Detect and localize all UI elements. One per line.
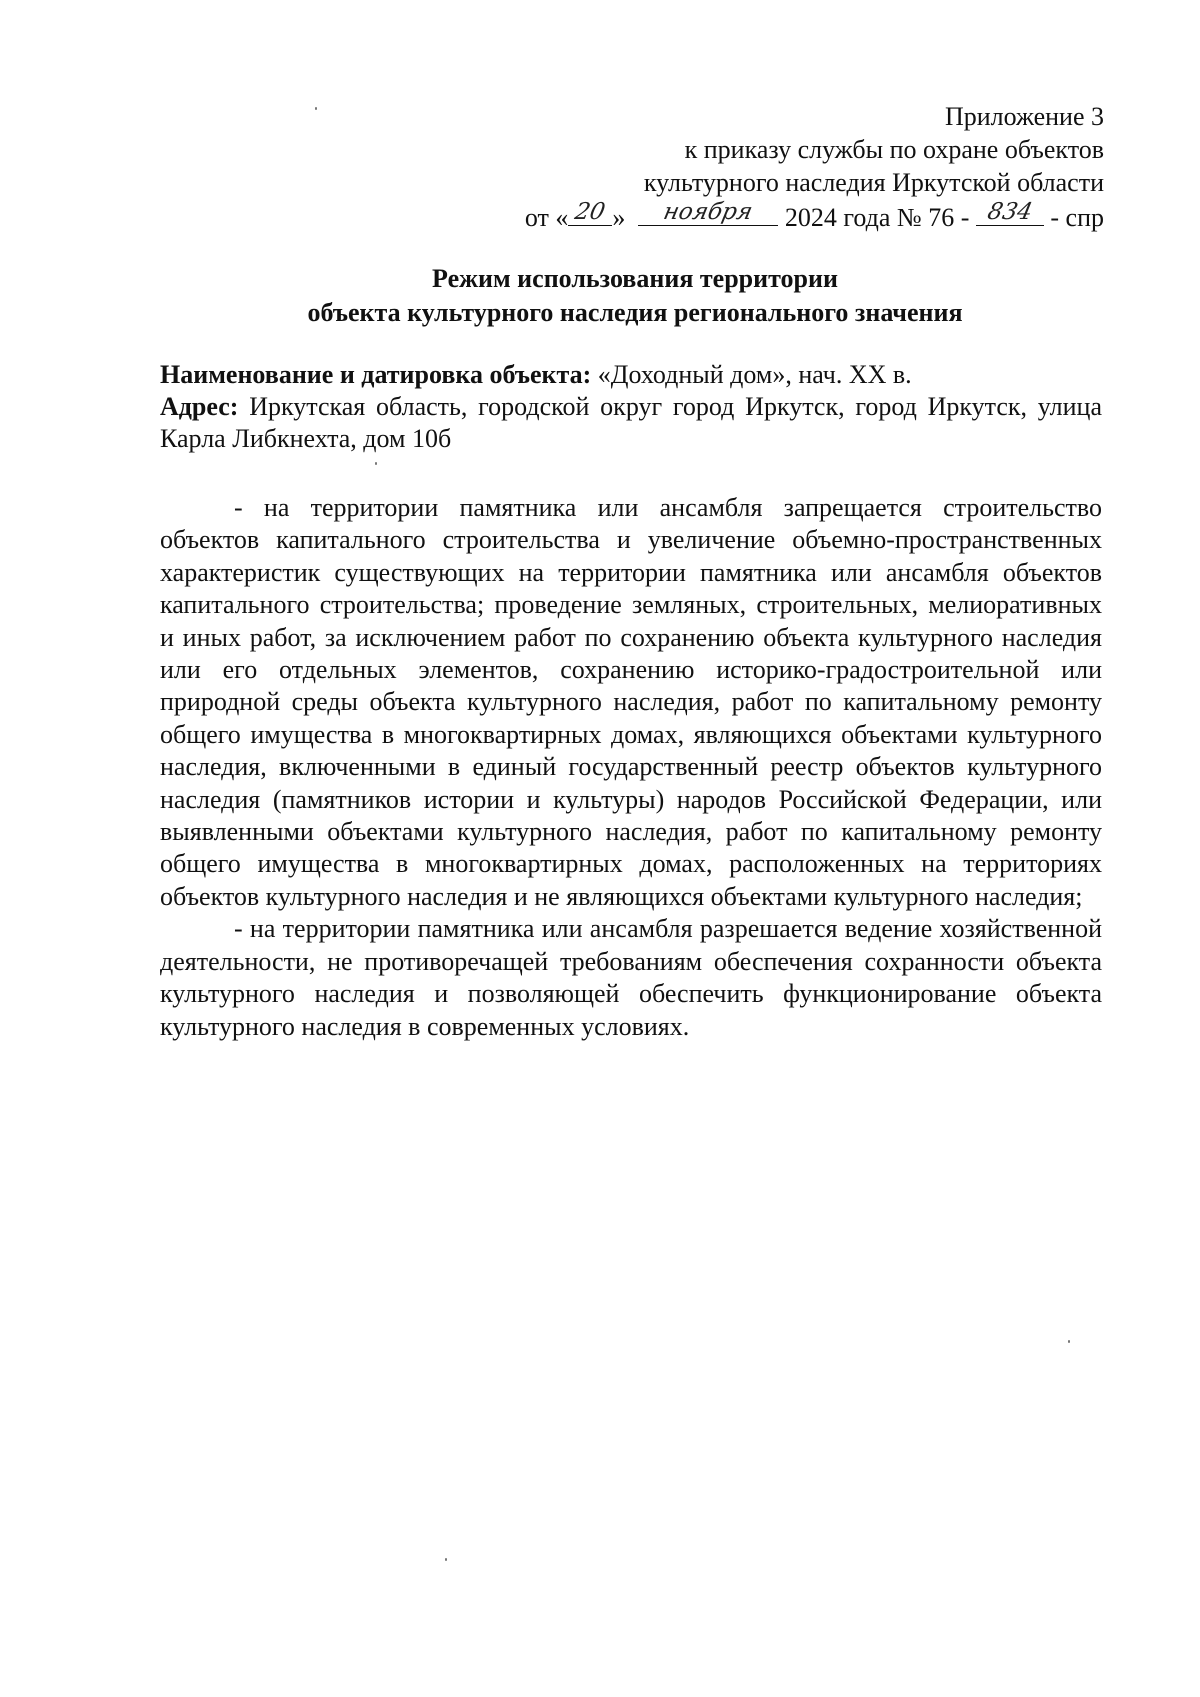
date-quote-close: » (612, 203, 626, 232)
object-name-value: «Доходный дом», нач. XX в. (597, 360, 912, 389)
paragraph-prohibitions: - на территории памятника или ансамбля запрещается строительство объектов капитального строительства и увеличение объемно-пространственных характеристик существующих на территории памятника или ансамбля объектов капитального строительства; проведение земляных, строительных, мелиоративных и иных работ, за исключением работ по сохранению объекта культурного наследия или его отдельных элементов, сохранению историко-градостроительной или природной среды объекта культурного наследия, работ по капитальному ремонту общего имущества в многоквартирных домах, являющихся объектами культурного наследия, включенными в единый государственный реестр объектов культурного наследия (памятников истории и культуры) народов Российской Федерации, или выявленными объектами культурного наследия, работ по капитальному ремонту общего имущества в многоквартирных домах, расположенных на территориях объектов культурного наследия и не являющихся объектами культурного наследия; (160, 493, 1102, 911)
date-day-handwritten: 20 (572, 199, 608, 225)
date-day-blank (568, 199, 612, 226)
paragraph-permissions: - на территории памятника или ансамбля разрешается ведение хозяйственной деятельности, не противоречащей требованиям обеспечения сохранности объекта культурного наследия и позволяющей обеспечить функционирование объекта культурного наследия в современных условиях. (160, 914, 1102, 1041)
object-address-row (160, 391, 1102, 455)
document-title (0, 262, 1200, 330)
appendix-authority: культурного наследия Иркутской области (643, 168, 1104, 197)
order-suffix: - спр (1050, 203, 1104, 232)
object-address-value: Иркутская область, городской округ город Иркутск, город Иркутск, улица Карла Либкнехта, дом 10б (160, 392, 1102, 453)
regime-text (160, 492, 1102, 1043)
date-year-text: 2024 года № 76 - (784, 203, 970, 232)
date-prefix: от « (524, 203, 569, 232)
object-name-label: Наименование и датировка объекта: (160, 360, 592, 389)
scan-speck (1068, 1340, 1070, 1343)
appendix-header (464, 100, 1104, 234)
order-number-handwritten: 834 (985, 199, 1035, 225)
appendix-date-line (464, 199, 1104, 234)
appendix-number: Приложение 3 (944, 102, 1104, 131)
object-address-label: Адрес: (160, 392, 239, 421)
date-month-blank (638, 199, 778, 226)
scan-speck (375, 462, 377, 465)
title-line-1: Режим использования территории (432, 264, 838, 293)
scan-speck (315, 107, 317, 110)
date-month-handwritten: ноября (661, 199, 756, 225)
order-number-blank (976, 199, 1044, 226)
object-info (160, 359, 1102, 455)
object-name-row (160, 359, 1102, 391)
scan-speck (445, 1558, 447, 1561)
appendix-order-ref: к приказу службы по охране объектов (684, 135, 1104, 164)
title-line-2: объекта культурного наследия регионального значения (307, 298, 963, 327)
